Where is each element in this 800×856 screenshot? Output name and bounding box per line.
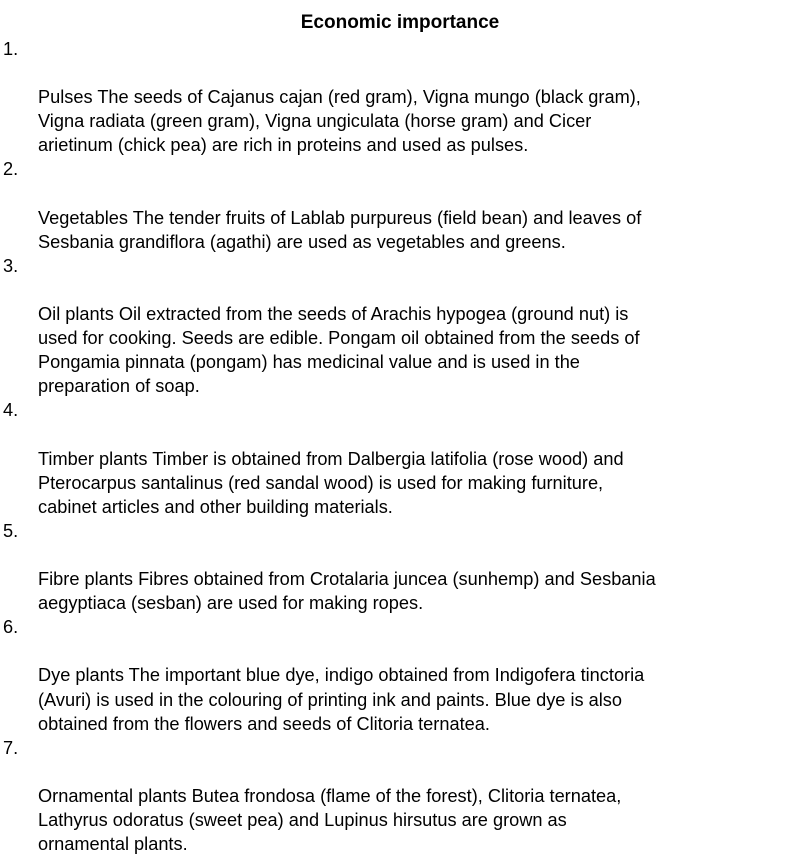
list-item-text: Fibre plants Fibres obtained from Crotalaria juncea (sunhemp) and Sesbania aegyptiaca (sesban) are used for making ropes. bbox=[38, 569, 656, 614]
slide-title: Economic importance bbox=[300, 12, 500, 33]
list-item-text: Pulses The seeds of Cajanus cajan (red gram), Vigna mungo (black gram), Vigna radiata (green gram), Vigna ungiculata (horse gram) and Cicer arietinum (chick pea) are rich in proteins and used as pulses. bbox=[38, 87, 641, 156]
list-item-number: 7. bbox=[3, 737, 19, 758]
list-item bbox=[0, 736, 800, 856]
list-item bbox=[0, 615, 800, 735]
list-item bbox=[0, 519, 800, 615]
list-item-number: 2. bbox=[3, 159, 19, 180]
list-item-number: 1. bbox=[3, 39, 19, 59]
list-item-text: Timber plants Timber is obtained from Dalbergia latifolia (rose wood) and Pterocarpus santalinus (red sandal wood) is used for making furniture, cabinet articles and other building materials. bbox=[38, 448, 624, 517]
list-item bbox=[0, 37, 800, 157]
list-item bbox=[0, 398, 800, 518]
list-item-number: 5. bbox=[3, 520, 19, 541]
list-item-text: Dye plants The important blue dye, indigo obtained from Indigofera tinctoria (Avuri) is used in the colouring of printing ink and paints. Blue dye is also obtained from the flowers and seeds of Clitoria ternatea. bbox=[38, 665, 645, 734]
list-item bbox=[0, 157, 800, 253]
list-item-number: 4. bbox=[3, 400, 19, 421]
list-item bbox=[0, 254, 800, 399]
list-item-text: Oil plants Oil extracted from the seeds of Arachis hypogea (ground nut) is used for cooking. Seeds are edible. Pongam oil obtained from the seeds of Pongamia pinnata (pongam) has medicinal value and is used in the preparation of soap. bbox=[38, 304, 640, 397]
economic-importance-list bbox=[0, 37, 800, 856]
list-item-text: Vegetables The tender fruits of Lablab purpureus (field bean) and leaves of Sesbania grandiflora (agathi) are used as vegetables and greens. bbox=[38, 207, 642, 252]
list-item-number: 3. bbox=[3, 255, 19, 276]
list-item-text: Ornamental plants Butea frondosa (flame of the forest), Clitoria ternatea, Lathyrus odoratus (sweet pea) and Lupinus hirsutus are grown as ornamental plants. bbox=[38, 785, 622, 855]
list-item-number: 6. bbox=[3, 617, 19, 638]
